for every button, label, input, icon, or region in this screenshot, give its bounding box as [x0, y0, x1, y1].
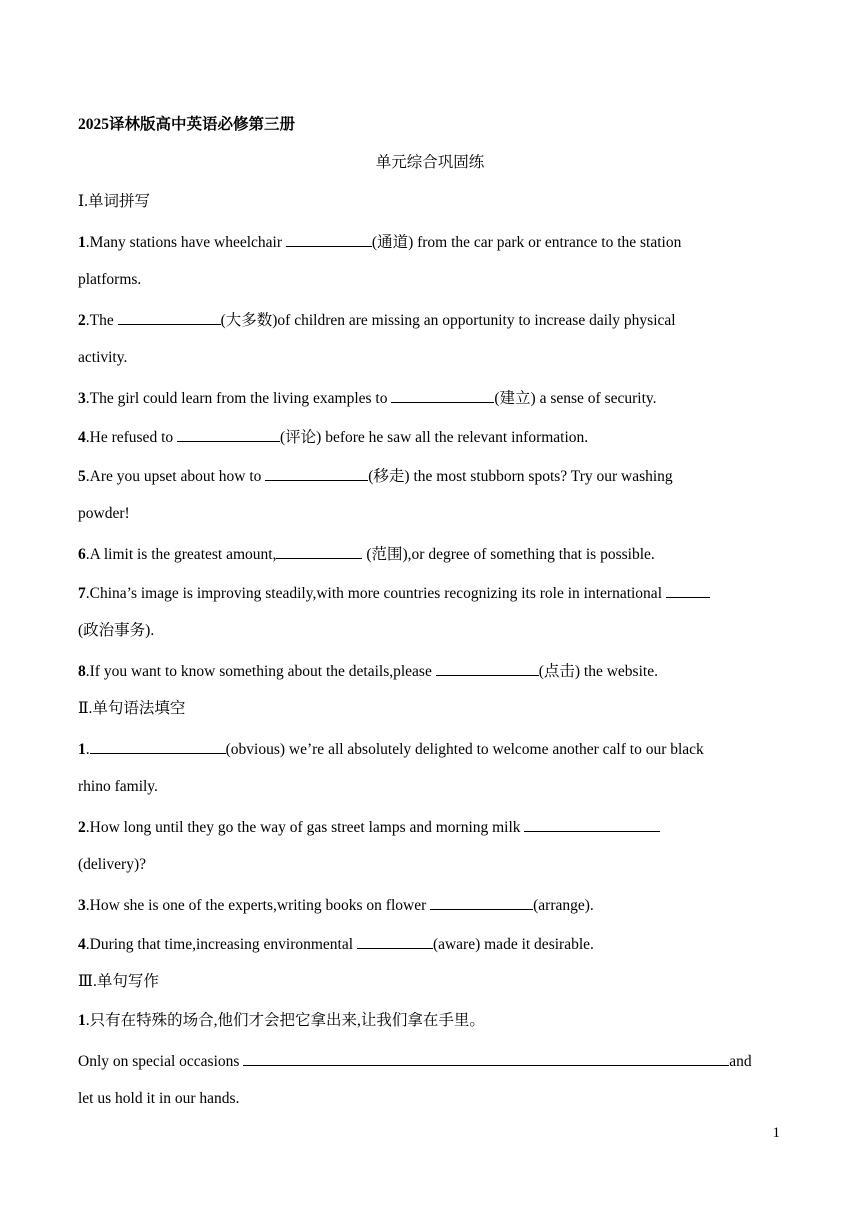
- question-2-3: [78, 894, 784, 916]
- question-1-7: [78, 582, 784, 604]
- document-title: 2025译林版高中英语必修第三册: [78, 116, 296, 133]
- question-2-2: [78, 816, 784, 838]
- question-text: (范围),or degree of something that is possible.: [362, 546, 655, 563]
- question-text: .How long until they go the way of gas street lamps and morning milk: [85, 819, 525, 836]
- answer-blank[interactable]: [436, 660, 539, 676]
- question-number: 4: [78, 936, 86, 953]
- question-text: .A limit is the greatest amount,: [85, 546, 277, 563]
- question-text: .China’s image is improving steadily,with more countries recognizing its role in international: [85, 585, 666, 602]
- question-text: .Many stations have wheelchair: [85, 234, 286, 251]
- question-text: .The: [85, 312, 118, 329]
- question-text: (移走) the most stubborn spots? Try our washing: [368, 468, 673, 485]
- answer-blank[interactable]: [265, 465, 368, 481]
- section-heading-3: Ⅲ.单句写作: [78, 973, 159, 990]
- answer-blank[interactable]: [243, 1050, 729, 1066]
- question-text: (大多数)of children are missing an opportunity to increase daily physical: [220, 312, 676, 329]
- answer-blank[interactable]: [430, 894, 533, 910]
- question-1-8: [78, 660, 784, 682]
- question-number: 8: [78, 663, 86, 680]
- question-number: 4: [78, 429, 86, 446]
- question-1-6: [78, 543, 784, 565]
- answer-blank[interactable]: [90, 738, 226, 754]
- section-heading-2: Ⅱ.单句语法填空: [78, 700, 186, 717]
- question-number: 2: [78, 819, 86, 836]
- question-2-4: [78, 933, 784, 955]
- question-2-1-cont: rhino family.: [78, 778, 158, 795]
- answer-blank[interactable]: [666, 582, 710, 598]
- document-subtitle: 单元综合巩固练: [375, 154, 485, 171]
- question-text: .: [85, 741, 90, 758]
- page-number: 1: [772, 1125, 780, 1141]
- question-text: (建立) a sense of security.: [494, 390, 657, 407]
- question-text: .If you want to know something about the details,please: [85, 663, 436, 680]
- question-number: 3: [78, 390, 86, 407]
- answer-blank[interactable]: [357, 933, 433, 949]
- question-3-1: [78, 1011, 784, 1031]
- question-1-2-cont: activity.: [78, 349, 128, 366]
- question-number: 2: [78, 312, 86, 329]
- question-2-1: [78, 738, 784, 760]
- question-2-2-cont: (delivery)?: [78, 856, 146, 873]
- question-text: (点击) the website.: [538, 663, 658, 680]
- answer-blank[interactable]: [177, 426, 280, 442]
- question-text: .How she is one of the experts,writing books on flower: [85, 897, 431, 914]
- question-number: 3: [78, 897, 86, 914]
- question-text: .He refused to: [85, 429, 177, 446]
- answer-blank[interactable]: [524, 816, 660, 832]
- section-heading-1: Ⅰ.单词拼写: [78, 193, 150, 210]
- question-3-1-answer-cont: let us hold it in our hands.: [78, 1090, 240, 1107]
- question-number: 5: [78, 468, 86, 485]
- question-number: 1: [78, 741, 86, 758]
- question-1-2: [78, 309, 784, 331]
- answer-blank[interactable]: [286, 231, 372, 247]
- answer-blank[interactable]: [276, 543, 362, 559]
- question-text: (通道) from the car park or entrance to the station: [371, 234, 682, 251]
- question-text: Only on special occasions: [78, 1053, 244, 1070]
- question-1-4: [78, 426, 784, 448]
- question-number: 1: [78, 234, 86, 251]
- question-number: 6: [78, 546, 86, 563]
- question-text: .The girl could learn from the living examples to: [85, 390, 392, 407]
- question-number: 7: [78, 585, 86, 602]
- question-text: .只有在特殊的场合,他们才会把它拿出来,让我们拿在手里。: [85, 1012, 485, 1029]
- question-1-7-cont: (政治事务).: [78, 622, 155, 639]
- question-3-1-answer: [78, 1050, 784, 1072]
- question-1-5-cont: powder!: [78, 505, 130, 522]
- question-text: (obvious) we’re all absolutely delighted to welcome another calf to our black: [225, 741, 704, 758]
- question-text: (arrange).: [533, 897, 594, 914]
- question-text: and: [729, 1053, 752, 1070]
- question-1-1-cont: platforms.: [78, 271, 142, 288]
- answer-blank[interactable]: [118, 309, 221, 325]
- question-text: .Are you upset about how to: [85, 468, 266, 485]
- question-1-1: [78, 231, 784, 253]
- question-number: 1: [78, 1012, 86, 1029]
- question-1-3: [78, 387, 784, 409]
- question-text: (aware) made it desirable.: [432, 936, 594, 953]
- question-1-5: [78, 465, 784, 487]
- question-text: .During that time,increasing environmental: [85, 936, 357, 953]
- answer-blank[interactable]: [391, 387, 494, 403]
- question-text: (评论) before he saw all the relevant information.: [280, 429, 589, 446]
